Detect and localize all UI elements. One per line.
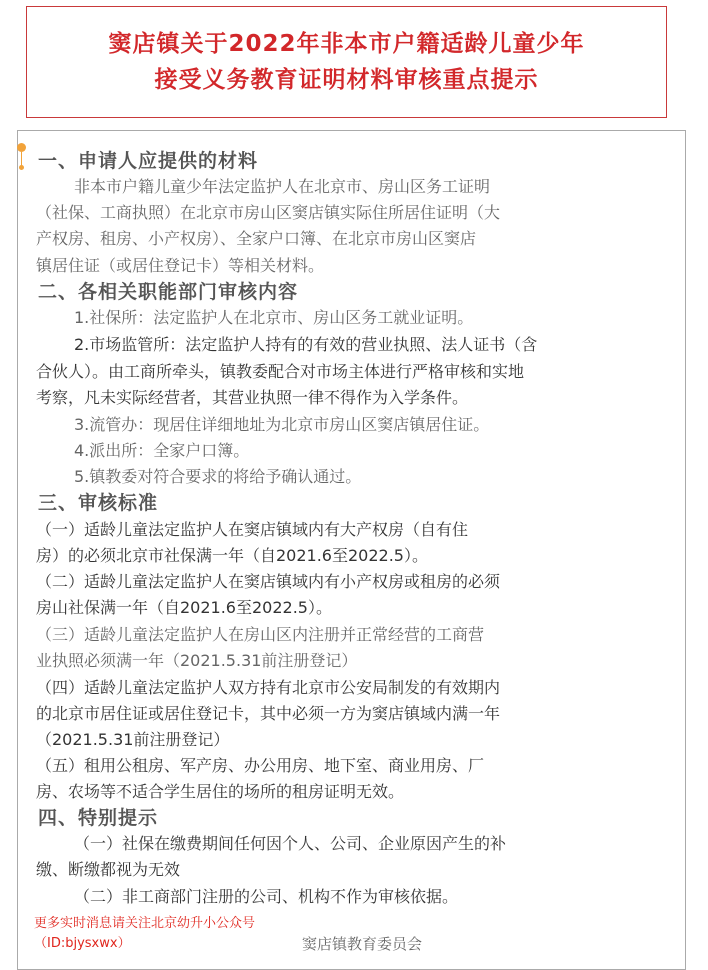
follow-notice: 更多实时消息请关注北京幼升小公众号 bbox=[34, 916, 256, 931]
section-1-line: 产权房、租房、小产权房）、全家户口簿、在北京市房山区窦店 bbox=[36, 229, 477, 248]
section-2-line: 5.镇教委对符合要求的将给予确认通过。 bbox=[74, 467, 362, 486]
section-3-line: （四）适龄儿童法定监护人双方持有北京市公安局制发的有效期内 bbox=[36, 678, 501, 697]
section-3-line: 的北京市居住证或居住登记卡，其中必须一方为窦店镇域内满一年 bbox=[36, 704, 501, 723]
section-2-line: 合伙人）。由工商所牵头，镇教委配合对市场主体进行严格审核和实地 bbox=[36, 362, 525, 381]
follow-notice-id: （ID:bjysxwx） bbox=[34, 936, 131, 951]
title-box bbox=[26, 6, 667, 118]
section-4-line: （二）非工商部门注册的公司、机构不作为审核依据。 bbox=[74, 887, 459, 906]
timeline-small-dot-icon bbox=[19, 165, 24, 170]
section-3-line: （三）适龄儿童法定监护人在房山区内注册并正常经营的工商营 bbox=[36, 625, 485, 644]
section-4-line: （一）社保在缴费期间任何因个人、公司、企业原因产生的补 bbox=[74, 834, 507, 853]
section-3-line: （2021.5.31前注册登记） bbox=[36, 730, 230, 749]
section-3-line: 业执照必须满一年（2021.5.31前注册登记） bbox=[36, 651, 358, 670]
timeline-dot-icon bbox=[17, 143, 26, 152]
section-2-line: 4.派出所：全家户口簿。 bbox=[74, 441, 250, 460]
title-line-1: 窦店镇关于2022年非本市户籍适龄儿童少年 bbox=[108, 31, 585, 57]
section-3-line: （二）适龄儿童法定监护人在窦店镇域内有小产权房或租房的必须 bbox=[36, 572, 501, 591]
section-2-line: 1.社保所：法定监护人在北京市、房山区务工就业证明。 bbox=[74, 308, 474, 327]
section-1-line: （社保、工商执照）在北京市房山区窦店镇实际住所居住证明（大 bbox=[36, 203, 501, 222]
section-1-line: 镇居住证（或居住登记卡）等相关材料。 bbox=[36, 256, 325, 275]
section-heading-3: 三、审核标准 bbox=[38, 492, 159, 514]
section-1-line: 非本市户籍儿童少年法定监护人在北京市、房山区务工证明 bbox=[74, 177, 491, 196]
section-3-line: 房山社保满一年（自2021.6至2022.5）。 bbox=[36, 598, 332, 617]
section-heading-4: 四、特别提示 bbox=[38, 807, 159, 829]
section-3-line: （一）适龄儿童法定监护人在窦店镇域内有大产权房（自有住 bbox=[36, 520, 469, 539]
title-line-2: 接受义务教育证明材料审核重点提示 bbox=[154, 67, 539, 93]
signature: 窦店镇教育委员会 bbox=[302, 935, 423, 953]
section-2-line: 3.流管办：现居住详细地址为北京市房山区窦店镇居住证。 bbox=[74, 415, 490, 434]
section-3-line: 房、农场等不适合学生居住的场所的租房证明无效。 bbox=[36, 782, 405, 801]
section-3-line: （五）租用公租房、军产房、办公用房、地下室、商业用房、厂 bbox=[36, 756, 485, 775]
section-3-line: 房）的必须北京市社保满一年（自2021.6至2022.5）。 bbox=[36, 546, 428, 565]
section-heading-1: 一、申请人应提供的材料 bbox=[38, 150, 259, 172]
section-heading-2: 二、各相关职能部门审核内容 bbox=[38, 281, 299, 303]
timeline-line bbox=[21, 152, 22, 166]
section-4-line: 缴、断缴都视为无效 bbox=[36, 860, 181, 879]
section-2-line: 考察，凡未实际经营者，其营业执照一律不得作为入学条件。 bbox=[36, 388, 469, 407]
section-2-line: 2.市场监管所：法定监护人持有的有效的营业执照、法人证书（含 bbox=[74, 335, 538, 354]
